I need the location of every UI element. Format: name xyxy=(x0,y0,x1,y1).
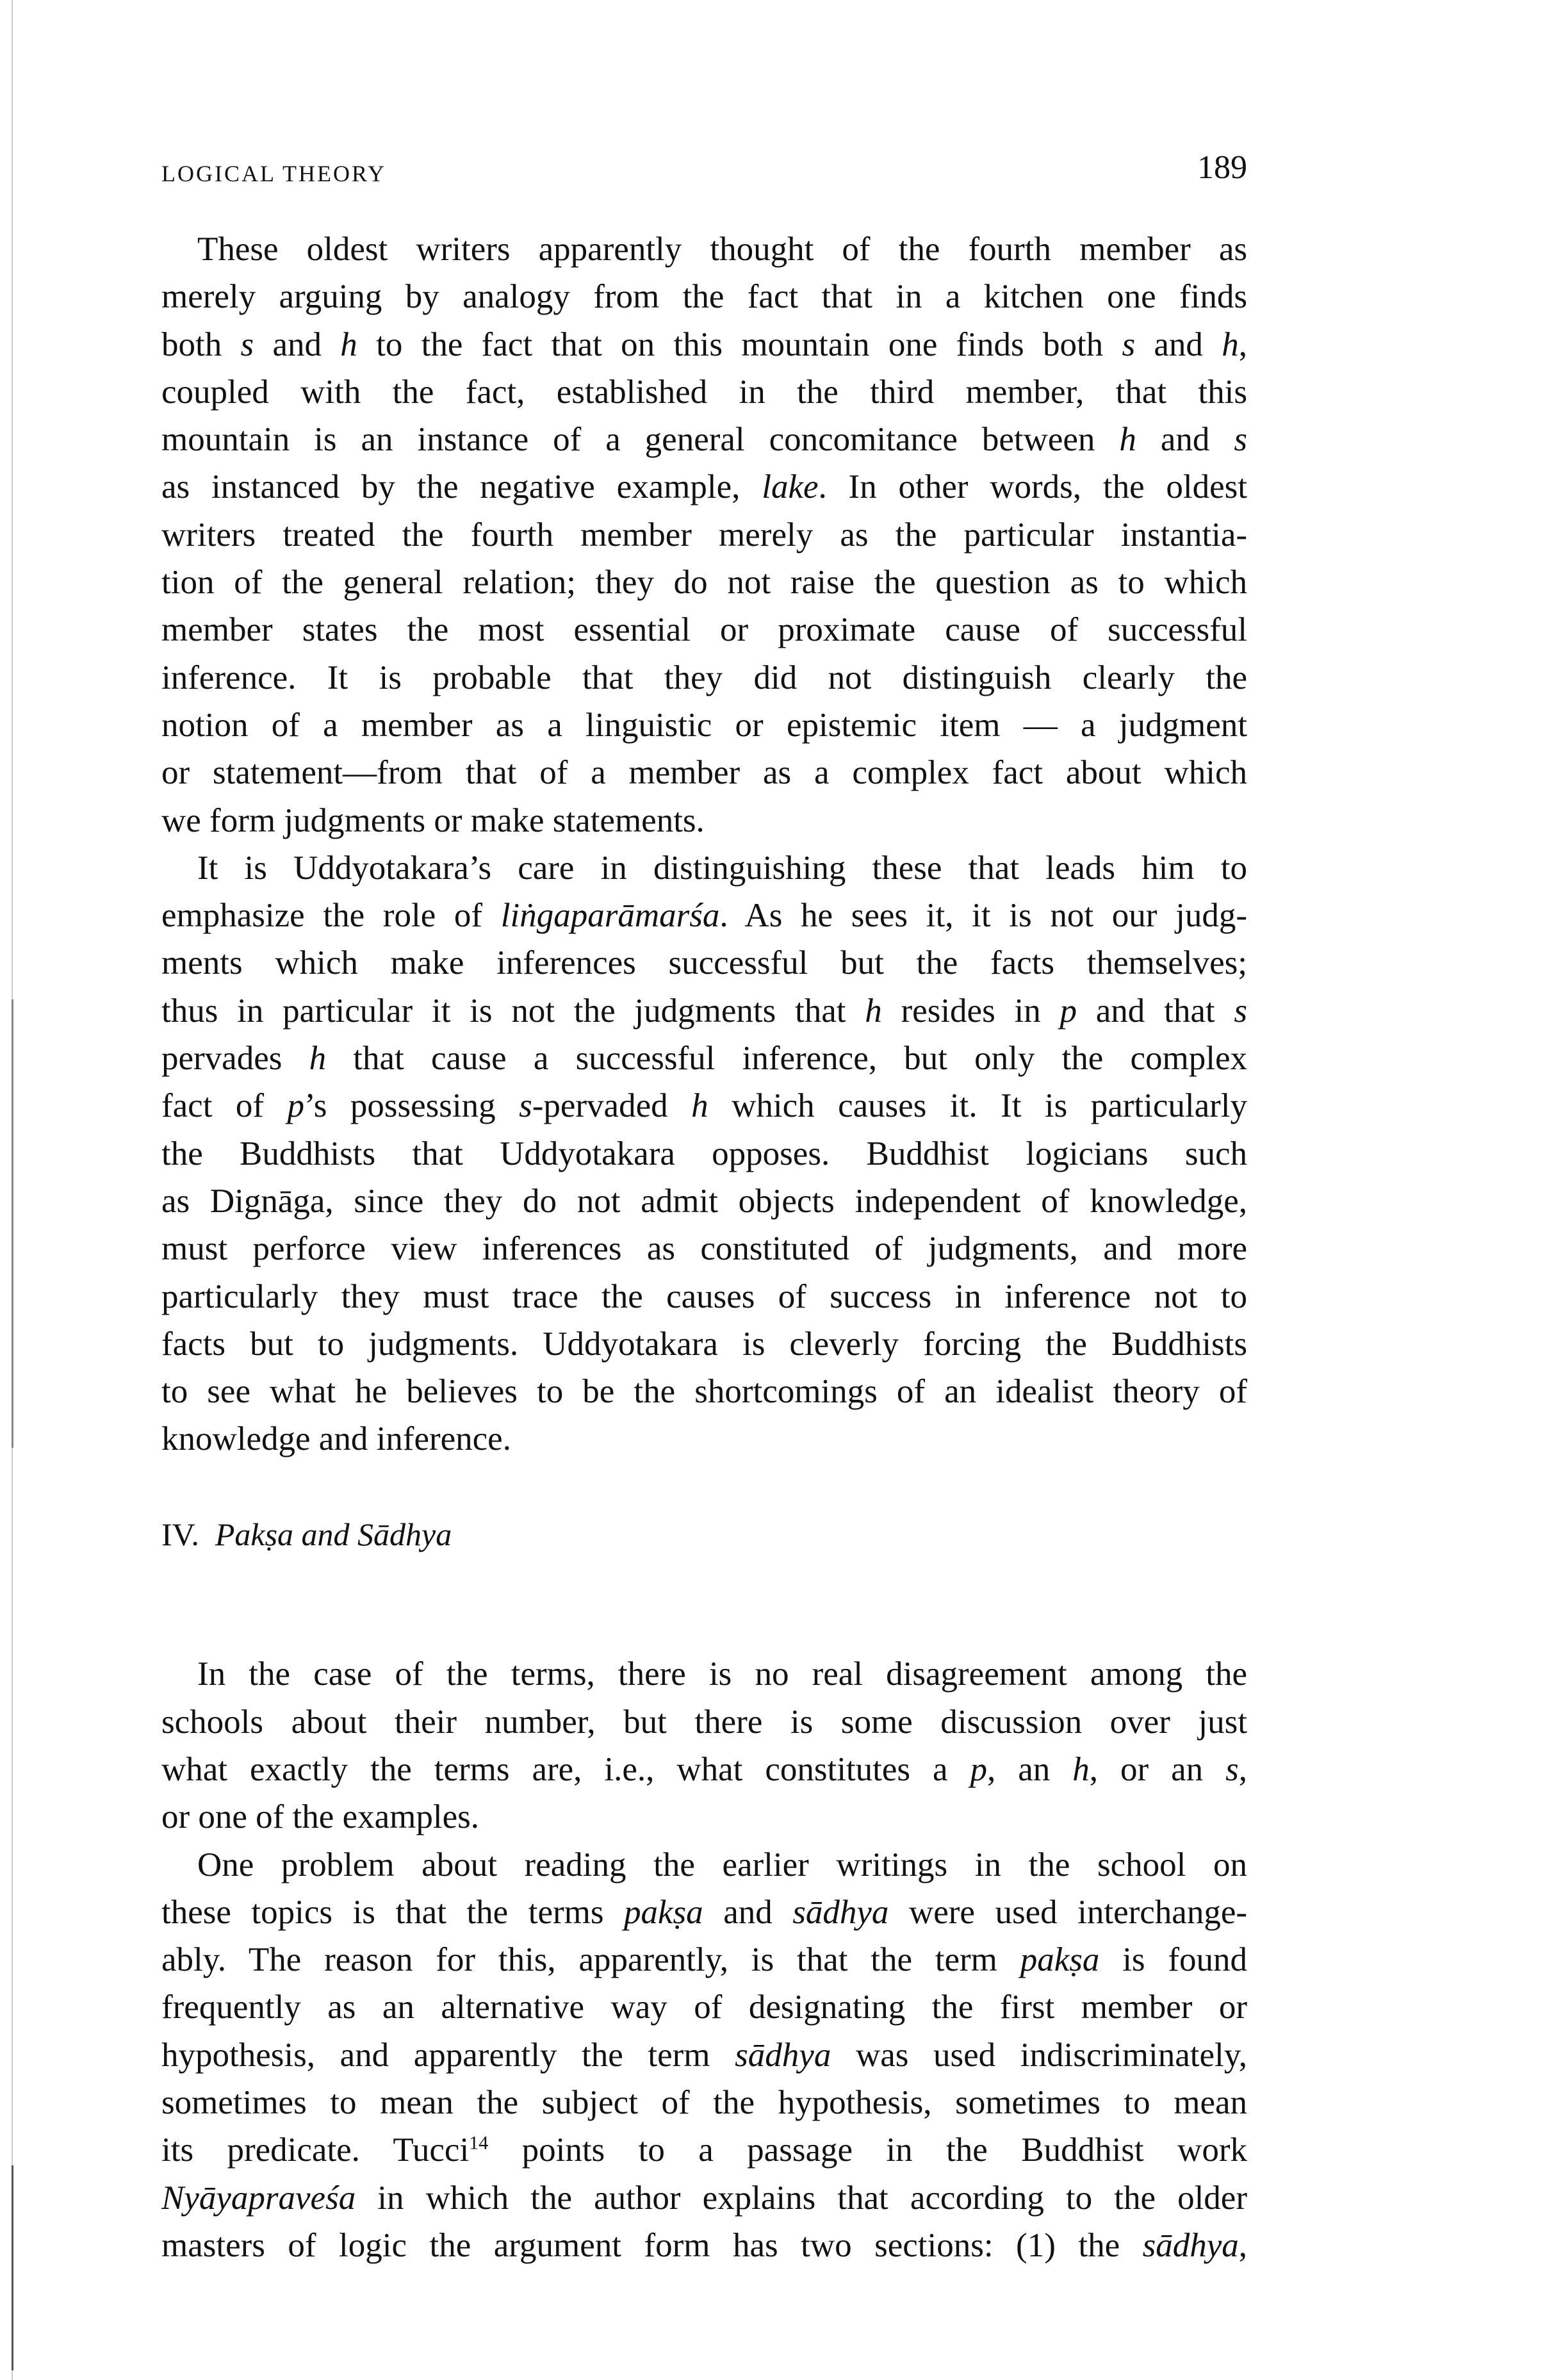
text-line: must perforce view inferences as constituted of judgments, and more xyxy=(161,1230,1247,1268)
italic-term: h xyxy=(309,1040,327,1078)
italic-term: sādhya xyxy=(792,1893,889,1931)
text-line: notion of a member as a linguistic or epistemic item — a judgment xyxy=(161,706,1247,744)
page-body xyxy=(161,226,1247,2269)
section-number: IV. xyxy=(161,1516,199,1553)
scan-margin-artifact xyxy=(12,2165,13,2370)
text-block-1 xyxy=(161,226,1247,1463)
text-line: ably. The reason for this, apparently, is that the term pakṣa is found xyxy=(161,1941,1248,1979)
text-line: inference. It is probable that they did not distinguish clearly the xyxy=(161,659,1247,696)
italic-term: p xyxy=(970,1750,988,1788)
italic-term: h xyxy=(1072,1750,1090,1788)
text-line: pervades h that cause a successful inference, but only the complex xyxy=(161,1040,1247,1078)
text-line: to see what he believes to be the shortcomings of an idealist theory of xyxy=(161,1373,1247,1411)
text-line: writers treated the fourth member merely as the particular instantia- xyxy=(161,516,1247,554)
text-line: its predicate. Tucci$^{14}$ points to a passage in the Buddhist work xyxy=(161,2131,1247,2169)
italic-term: s xyxy=(1225,1750,1239,1788)
italic-term: h xyxy=(865,992,882,1030)
text-line: member states the most essential or proximate cause of successful xyxy=(161,611,1247,649)
text-line: It is Uddyotakara’s care in distinguishing these that leads him to xyxy=(197,849,1247,887)
section-title: Pakṣa and Sādhya xyxy=(215,1516,452,1553)
text-line: frequently as an alternative way of designating the first member or xyxy=(161,1989,1247,2026)
text-line: coupled with the fact, established in the third member, that this xyxy=(161,373,1247,411)
italic-term: s xyxy=(519,1087,532,1125)
text-line: what exactly the terms are, i.e., what constitutes a p, an h, or an s, xyxy=(161,1750,1247,1788)
text-line: as instanced by the negative example, lake. In other words, the oldest xyxy=(161,468,1248,506)
italic-term: sādhya xyxy=(735,2036,831,2074)
italic-term: h xyxy=(1222,325,1239,363)
section-heading xyxy=(161,1511,1247,1558)
text-block-2 xyxy=(161,1650,1247,2269)
text-line: thus in particular it is not the judgments that h resides in p and that s xyxy=(161,992,1247,1030)
text-line: as Dignāga, since they do not admit objects independent of knowledge, xyxy=(161,1182,1247,1220)
footnote-ref: 14 xyxy=(469,2132,489,2154)
text-line: mountain is an instance of a general concomitance between h and s xyxy=(161,421,1247,459)
italic-term: pakṣa xyxy=(1020,1941,1100,1979)
italic-term: h xyxy=(1119,421,1136,459)
page-header xyxy=(161,149,1247,187)
text-line: particularly they must trace the causes of success in inference not to xyxy=(161,1277,1247,1315)
text-line: we form judgments or make statements. xyxy=(161,801,705,839)
text-line: In the case of the terms, there is no real disagreement among the xyxy=(197,1655,1247,1693)
italic-term: s xyxy=(1122,325,1136,363)
text-line: facts but to judgments. Uddyotakara is cleverly forcing the Buddhists xyxy=(161,1325,1247,1363)
paragraph xyxy=(161,1650,1247,1841)
text-line: the Buddhists that Uddyotakara opposes. Buddhist logicians such xyxy=(161,1135,1247,1172)
italic-term: sādhya xyxy=(1142,2226,1239,2264)
italic-term: p xyxy=(287,1087,305,1125)
text-line: tion of the general relation; they do not raise the question as to which xyxy=(161,564,1247,602)
text-line: both s and h to the fact that on this mountain one finds both s and h, xyxy=(161,325,1247,363)
scan-margin-artifact xyxy=(12,999,13,1448)
text-line: sometimes to mean the subject of the hypothesis, sometimes to mean xyxy=(161,2083,1247,2121)
running-title: LOGICAL THEORY xyxy=(161,161,386,186)
paragraph xyxy=(161,844,1247,1463)
page-number: 189 xyxy=(1197,149,1247,186)
italic-term: pakṣa xyxy=(624,1893,703,1931)
text-line: or one of the examples. xyxy=(161,1798,479,1836)
text-line: masters of logic the argument form has two sections: (1) the sādhya, xyxy=(161,2226,1247,2264)
italic-term: h xyxy=(340,325,357,363)
italic-term: p xyxy=(1060,992,1077,1030)
italic-term: lake xyxy=(762,468,819,506)
text-line: merely arguing by analogy from the fact that in a kitchen one finds xyxy=(161,278,1247,316)
text-line: These oldest writers apparently thought of the fourth member as xyxy=(197,231,1247,268)
italic-term: s xyxy=(240,325,254,363)
text-line: schools about their number, but there is some discussion over just xyxy=(161,1703,1247,1741)
italic-term: s xyxy=(1234,992,1247,1030)
text-line: Nyāyapraveśa in which the author explains that according to the older xyxy=(161,2179,1247,2217)
italic-term: liṅgaparāmarśa xyxy=(500,897,720,935)
italic-term: Nyāyapraveśa xyxy=(161,2179,356,2217)
text-line: emphasize the role of liṅgaparāmarśa. As he sees it, it is not our judg- xyxy=(161,897,1247,935)
text-line: knowledge and inference. xyxy=(161,1420,511,1458)
text-line: ments which make inferences successful but the facts themselves; xyxy=(161,944,1247,982)
paragraph xyxy=(161,1841,1247,2270)
text-line: or statement—from that of a member as a complex fact about which xyxy=(161,754,1247,792)
text-line: fact of p’s possessing s-pervaded h which causes it. It is particularly xyxy=(161,1087,1248,1125)
text-line: these topics is that the terms pakṣa and sādhya were used interchange- xyxy=(161,1893,1248,1931)
italic-term: s xyxy=(1234,421,1247,459)
text-line: One problem about reading the earlier writings in the school on xyxy=(197,1846,1247,1883)
paragraph xyxy=(161,226,1247,844)
text-line: hypothesis, and apparently the term sādhya was used indiscriminately, xyxy=(161,2036,1248,2074)
italic-term: h xyxy=(691,1087,708,1125)
